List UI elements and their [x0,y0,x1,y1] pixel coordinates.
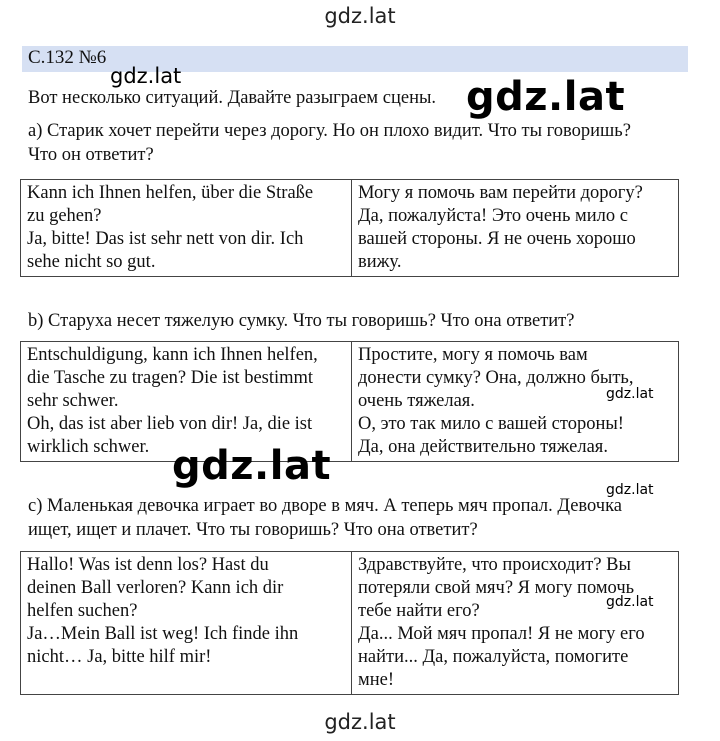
watermark-small: gdz.lat [606,386,654,402]
german-line: sehr schwer. [27,391,119,411]
dialogue-table-a [20,179,679,277]
table-row [21,342,679,462]
dialogue-table-c [20,551,679,695]
table-row [21,552,679,695]
russian-cell [352,180,679,277]
russian-line: донести сумку? Она, должно быть, [358,368,634,388]
russian-line: О, это так мило с вашей стороны! [358,414,624,434]
german-line: Kann ich Ihnen helfen, über die Straße [27,183,314,203]
situation-c-prompt [28,494,622,542]
prompt-line: ищет, ищет и плачет. Что ты говоришь? Что она ответит? [28,520,478,540]
watermark-top: gdz.lat [324,4,396,28]
watermark-small: gdz.lat [606,482,654,498]
situation-a-prompt [28,119,631,167]
russian-line: Простите, могу я помочь вам [358,345,588,365]
german-line: wirklich schwer. [27,437,150,457]
prompt-line: с) Маленькая девочка играет во дворе в мяч. А теперь мяч пропал. Девочка [28,496,623,516]
russian-line: найти... Да, пожалуйста, помогите [358,647,629,667]
watermark-large: gdz.lat [172,443,332,489]
russian-line: вижу. [358,252,402,272]
table-row [21,180,679,277]
situation-b-prompt [28,309,574,333]
russian-line: Могу я помочь вам перейти дорогу? [358,183,643,203]
page-title: С.132 №6 [28,47,107,68]
prompt-line: а) Старик хочет перейти через дорогу. Но он плохо видит. Что ты говоришь? [28,121,631,141]
german-cell [21,180,352,277]
intro-text: Вот несколько ситуаций. Давайте разыграем сцены. [28,88,437,108]
watermark-small: gdz.lat [110,64,182,88]
german-line: zu gehen? [27,206,102,226]
watermark-bottom: gdz.lat [324,710,396,734]
russian-line: Да... Мой мяч пропал! Я не могу его [358,624,645,644]
russian-cell [352,552,679,695]
german-line: Entschuldigung, kann ich Ihnen helfen, [27,345,318,365]
prompt-line: b) Старуха несет тяжелую сумку. Что ты говоришь? Что она ответит? [28,311,575,331]
russian-line: потеряли свой мяч? Я могу помочь [358,578,635,598]
german-line: Oh, das ist aber lieb von dir! Ja, die ist [27,414,313,434]
german-line: sehe nicht so gut. [27,252,156,272]
prompt-line: Что он ответит? [28,145,154,165]
german-line: Hallo! Was ist denn los? Hast du [27,555,269,575]
russian-line: Здравствуйте, что происходит? Вы [358,555,631,575]
german-line: deinen Ball verloren? Kann ich dir [27,578,284,598]
russian-line: Да, пожалуйста! Это очень мило с [358,206,628,226]
german-line: helfen suchen? [27,601,138,621]
russian-line: вашей стороны. Я не очень хорошо [358,229,636,249]
watermark-small: gdz.lat [606,594,654,610]
russian-line: мне! [358,670,394,690]
watermark-large: gdz.lat [466,74,626,120]
russian-line: очень тяжелая. [358,391,475,411]
german-line: Ja, bitte! Das ist sehr nett von dir. Ich [27,229,304,249]
german-line: nicht… Ja, bitte hilf mir! [27,647,212,667]
russian-line: Да, она действительно тяжелая. [358,437,608,457]
german-line: Ja…Mein Ball ist weg! Ich finde ihn [27,624,299,644]
german-line: die Tasche zu tragen? Die ist bestimmt [27,368,314,388]
russian-line: тебе найти его? [358,601,480,621]
dialogue-table-b [20,341,679,462]
german-cell [21,552,352,695]
